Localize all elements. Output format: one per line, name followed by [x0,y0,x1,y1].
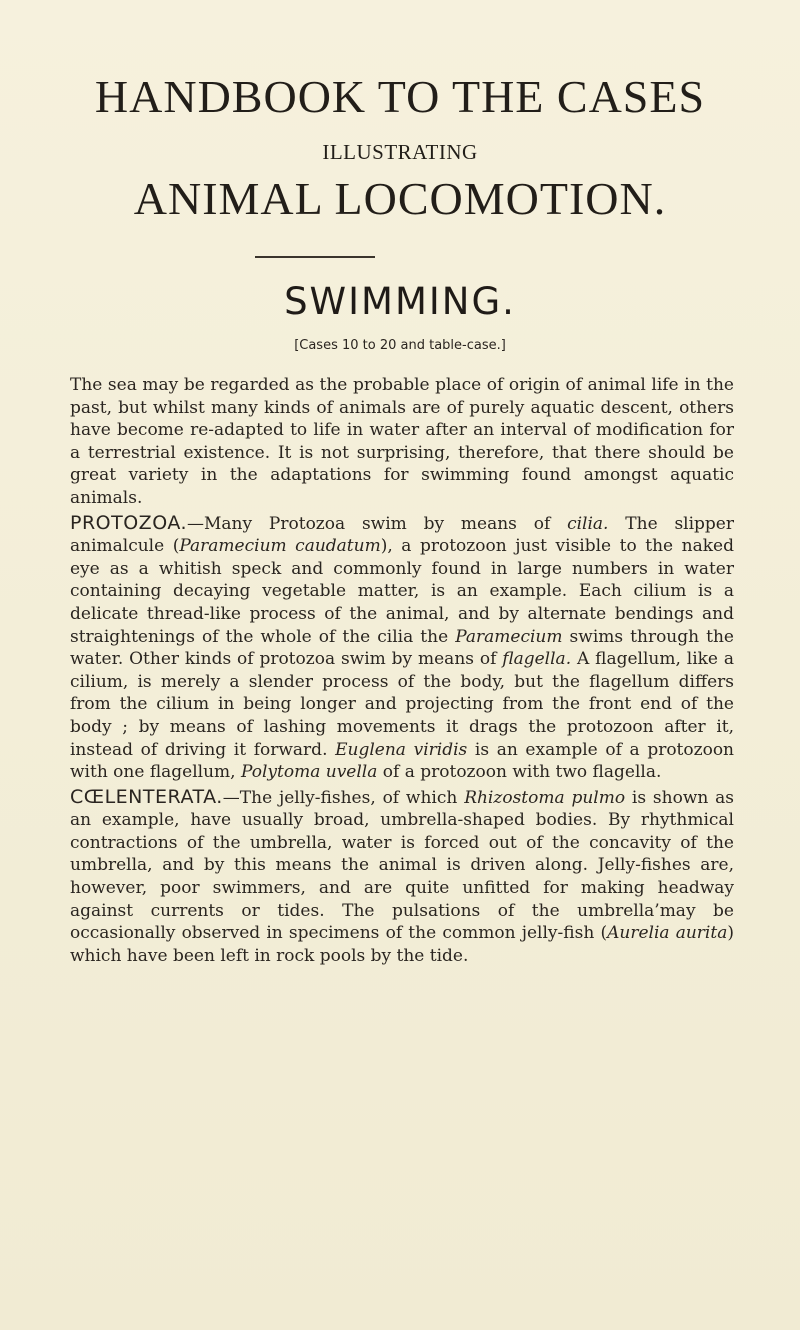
coelenterata-text-1: —The jelly-fishes, of which [222,787,465,808]
protozoa-italic-2: Paramecium caudatum [179,536,381,557]
protozoa-paragraph [70,512,734,784]
section-cases-note: [Cases 10 to 20 and table-case.] [294,338,506,353]
handbook-title: HANDBOOK TO THE CASES [94,71,706,122]
title-divider [255,256,375,258]
coelenterata-heading: CŒLENTERATA. [70,785,223,808]
handbook-subtitle: ILLUSTRATING [322,140,478,164]
section-title: SWIMMING. [284,280,516,323]
protozoa-italic-4: flagella. [502,649,572,670]
coelenterata-paragraph [70,786,734,968]
protozoa-text-1: —Many Protozoa swim by means of [187,513,568,534]
body-text [70,374,734,967]
protozoa-text-7: of a protozoon with two flagella. [377,762,662,783]
protozoa-text-2: The slipper animalcule ( [70,513,734,557]
protozoa-text-4: swims through the water. Other kinds of protozoa swim by means of [70,626,734,670]
protozoa-italic-6: Polytoma uvella [241,762,378,783]
protozoa-text-6: is an example of a protozoon with one flagellum, [70,739,735,783]
intro-paragraph: The sea may be regarded as the probable place of origin of animal life in the past, but whilst many kinds of animals are of purely aquatic descent, others have become re-adapted to life in water after an interval of modification for a terrestrial existence. It is not surprising, therefore, that there should be great variety in the adaptations for swimming found amongst aquatic animals. [70,375,734,508]
protozoa-text-3: ), a protozoon just visible to the naked eye as a whitish speck and commonly found in large numbers in water containing decaying vegetable matter, is an example. Each cilium is a delicate thread-like process of the animal, and by alternate bendings and straightenings of the whole of the cilia the [70,536,734,647]
coelenterata-italic-2: Aurelia aurita [607,923,728,944]
coelenterata-text-2: is shown as an example, have usually broad, umbrella-shaped bodies. By rhythmical contractions of the umbrella, water is forced out of the concavity of the umbrella, and by this means the animal is driven along. Jelly-fishes are, however, poor swimmers, and are quite unfitted for making headway against currents or tides. The pulsations of the umbrella’may be occasionally observed in specimens of the common jelly-fish ( [70,787,735,944]
protozoa-italic-3: Paramecium [455,626,563,647]
protozoa-italic-5: Euglena viridis [335,739,468,760]
protozoa-text-5: A flagellum, like a cilium, is merely a slender process of the body, but the flagellum differs from the cilium in being longer and projecting from the front end of the body ; by means of lashing movements it drags the protozoon after it, instead of driving it forward. [70,649,734,760]
protozoa-heading: PROTOZOA. [70,511,188,534]
coelenterata-italic-1: Rhizostoma pulmo [464,787,626,808]
protozoa-italic-1: cilia. [567,513,609,534]
coelenterata-text-3: ) which have been left in rock pools by the tide. [70,923,734,966]
handbook-topic: ANIMAL LOCOMOTION. [133,173,667,224]
